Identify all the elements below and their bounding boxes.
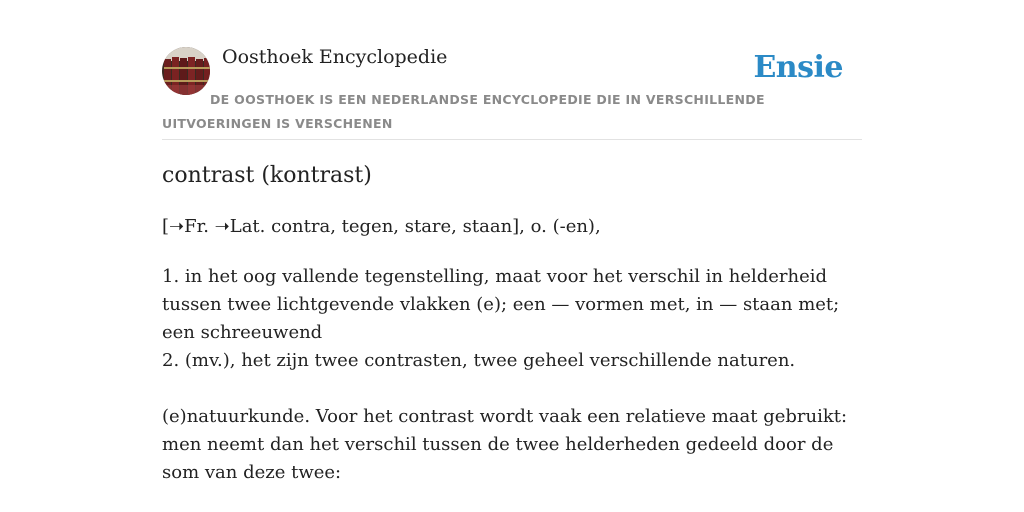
etymology: [➝Fr. ➝Lat. contra, tegen, stare, staan], o. (-en), (162, 216, 601, 237)
page (162, 0, 862, 483)
brand-logo-text[interactable]: Ensie (753, 50, 843, 85)
entry-body (162, 263, 862, 487)
site-title[interactable]: Oosthoek Encyclopedie (222, 46, 448, 68)
site-tagline: DE OOSTHOEK IS EEN NEDERLANDSE ENCYCLOPEDIE DIE IN VERSCHILLENDE UITVOERINGEN IS VERSCHENEN (162, 92, 765, 131)
definition-1: 1. in het oog vallende tegenstelling, maat voor het verschil in helderheid tussen twee lichtgevende vlakken (e); een — vormen met, in — staan met; een schreeuwend (162, 266, 840, 343)
paragraph-gap (162, 375, 862, 403)
definition-2: 2. (mv.), het zijn twee contrasten, twee geheel verschillende naturen. (162, 350, 796, 371)
entry-title: contrast (kontrast) (162, 163, 372, 188)
site-header (162, 0, 862, 140)
physics-note: (e)natuurkunde. Voor het contrast wordt vaak een relatieve maat gebruikt: men neemt dan het verschil tussen de twee helderheden gedeeld door de som van deze twee: (162, 406, 848, 483)
